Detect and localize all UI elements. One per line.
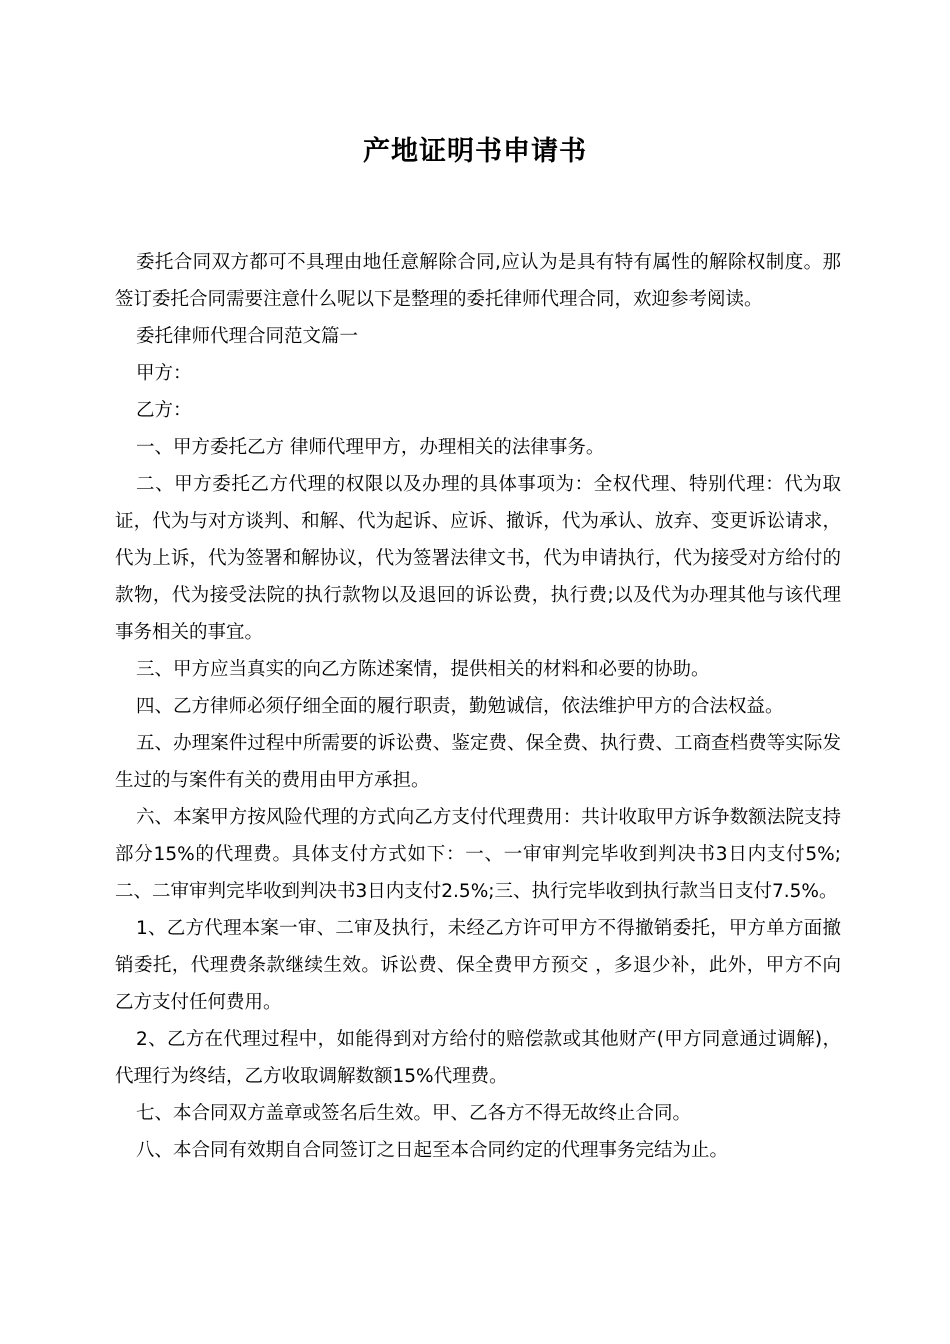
paragraph-clause-7: 七、本合同双方盖章或签名后生效。甲、乙各方不得无故终止合同。: [136, 1103, 692, 1124]
paragraph-clause-1: 一、甲方委托乙方 律师代理甲方，办理相关的法律事务。: [136, 437, 605, 458]
document-body: [115, 244, 841, 1169]
paragraph-clause-5: 五、办理案件过程中所需要的诉讼费、鉴定费、保全费、执行费、工商查档费等实际发生过的与案件有关的费用由甲方承担。: [115, 733, 841, 791]
paragraph-clause-3: 三、甲方应当真实的向乙方陈述案情，提供相关的材料和必要的协助。: [136, 659, 710, 680]
paragraph-clause-4: 四、乙方律师必须仔细全面的履行职责，勤勉诚信，依法维护甲方的合法权益。: [136, 696, 784, 717]
paragraph-clause-8: 八、本合同有效期自合同签订之日起至本合同约定的代理事务完结为止。: [136, 1140, 729, 1161]
paragraph-party-b: 乙方：: [136, 400, 192, 421]
paragraph-section-heading: 委托律师代理合同范文篇一: [136, 326, 359, 347]
document-title: 产地证明书申请书: [363, 136, 587, 167]
paragraph-clause-6: 六、本案甲方按风险代理的方式向乙方支付代理费用：共计收取甲方诉争数额法院支持部分15%的代理费。具体支付方式如下：一、一审审判完毕收到判决书3日内支付5%;二、二审审判完毕收到判决书3日内支付2.5%;三、执行完毕收到执行款当日支付7.5%。: [115, 807, 841, 902]
paragraph-subclause-1: 1、乙方代理本案一审、二审及执行，未经乙方许可甲方不得撤销委托，甲方单方面撤销委托，代理费条款继续生效。诉讼费、保全费甲方预交 ，多退少补，此外，甲方不向乙方支付任何费用。: [115, 918, 841, 1013]
paragraph-intro: 委托合同双方都可不具理由地任意解除合同,应认为是具有特有属性的解除权制度。那签订委托合同需要注意什么呢以下是整理的委托律师代理合同，欢迎参考阅读。: [115, 252, 841, 310]
paragraph-subclause-2: 2、乙方在代理过程中，如能得到对方给付的赔偿款或其他财产(甲方同意通过调解)，代理行为终结，乙方收取调解数额15%代理费。: [115, 1029, 841, 1087]
paragraph-clause-2: 二、甲方委托乙方代理的权限以及办理的具体事项为：全权代理、特别代理：代为取证，代为与对方谈判、和解、代为起诉、应诉、撤诉，代为承认、放弃、变更诉讼请求，代为上诉，代为签署和解协议，代为签署法律文书，代为申请执行，代为接受对方给付的款物，代为接受法院的执行款物以及退回的诉讼费，执行费;以及代为办理其他与该代理事务相关的事宜。: [115, 474, 841, 643]
paragraph-party-a: 甲方：: [136, 363, 192, 384]
